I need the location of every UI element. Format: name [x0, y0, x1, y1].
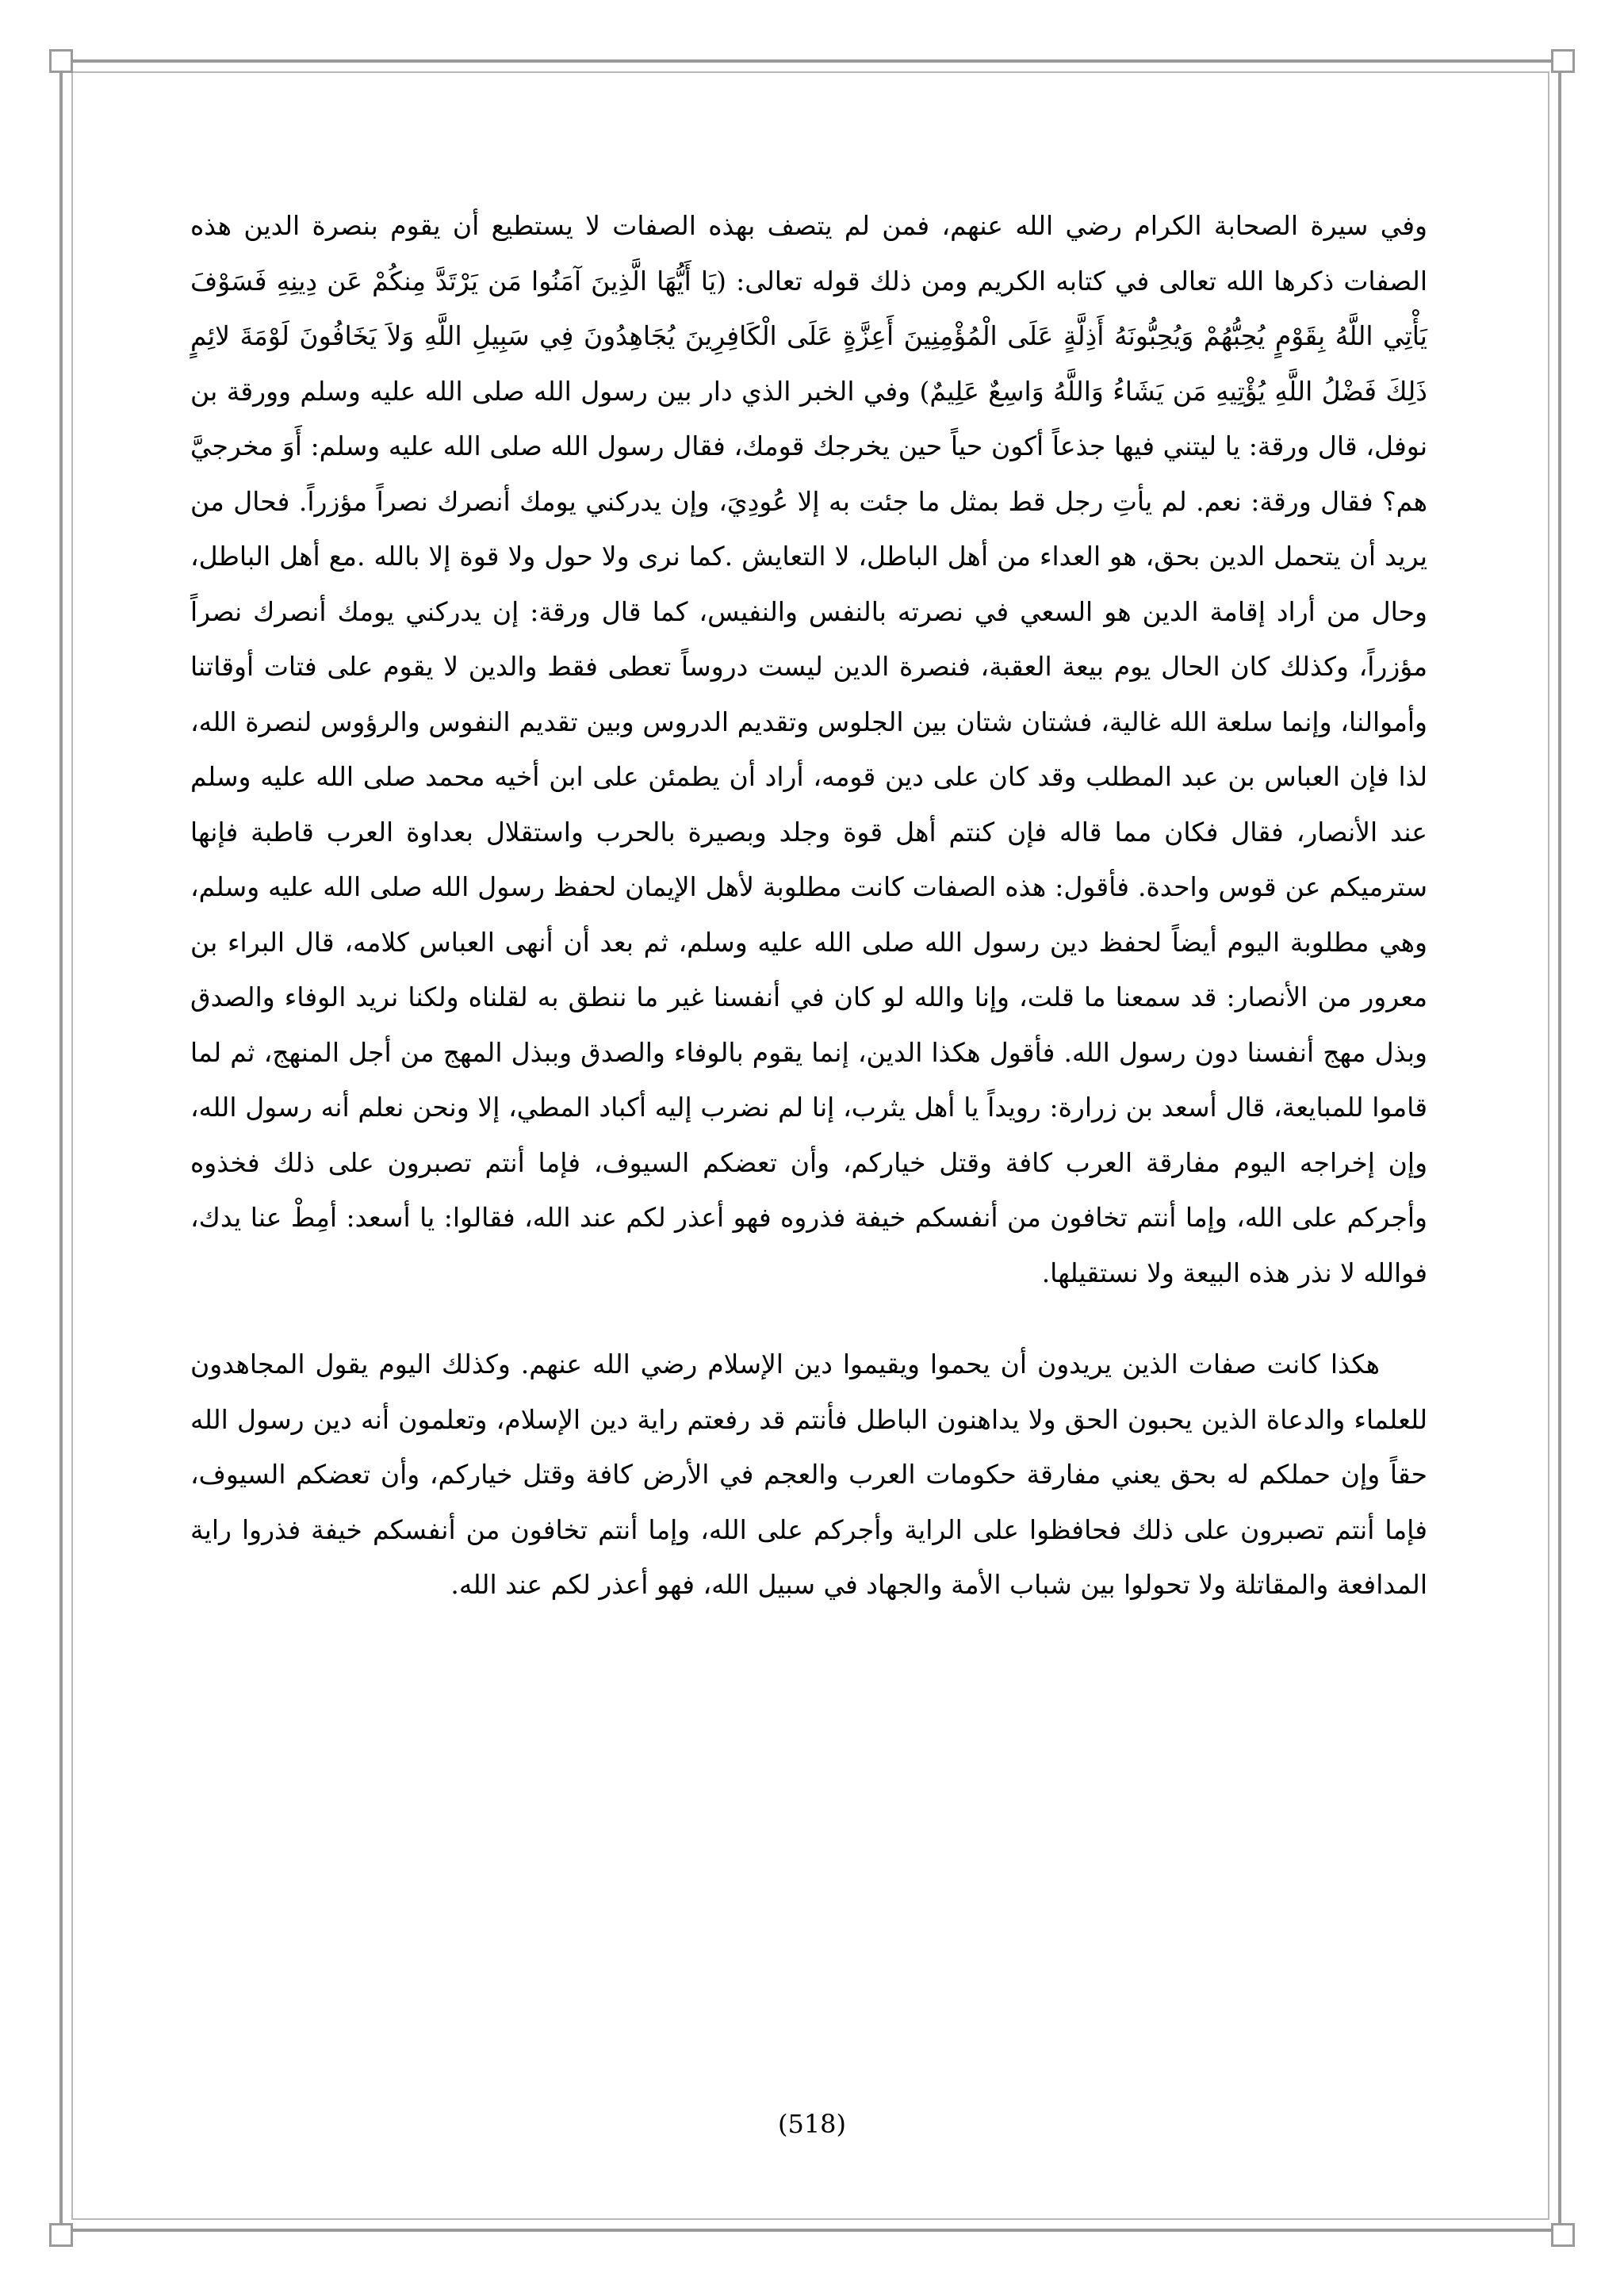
border-corner-ornament — [1551, 49, 1575, 73]
border-corner-ornament — [49, 49, 73, 73]
body-paragraph: وفي سيرة الصحابة الكرام رضي الله عنهم، فمن لم يتصف بهذه الصفات لا يستطيع أن يقوم بنصرة الدين هذه الصفات ذكرها الله تعالى في كتابه الكريم ومن ذلك قوله تعالى: (يَا أَيُّهَا الَّذِينَ آمَنُوا مَن يَرْتَدَّ مِنكُمْ عَن دِينِهِ فَسَوْفَ يَأْتِي اللَّهُ بِقَوْمٍ يُحِبُّهُمْ وَيُحِبُّونَهُ أَذِلَّةٍ عَلَى الْمُؤْمِنِينَ أَعِزَّةٍ عَلَى الْكَافِرِينَ يُجَاهِدُونَ فِي سَبِيلِ اللَّهِ وَلاَ يَخَافُونَ لَوْمَةَ لائِمٍ ذَلِكَ فَضْلُ اللَّهِ يُؤْتِيهِ مَن يَشَاءُ وَاللَّهُ وَاسِعٌ عَلِيمٌ) وفي الخبر الذي دار بين رسول الله صلى الله عليه وسلم وورقة بن نوفل، قال ورقة: يا ليتني فيها جذعاً أكون حياً حين يخرجك قومك، فقال رسول الله صلى الله عليه وسلم: أَوَ مخرجيَّ هم؟ فقال ورقة: نعم. لم يأتِ رجل قط بمثل ما جئت به إلا عُودِيَ، وإن يدركني يومك أنصرك نصراً مؤزراً. فحال من يريد أن يتحمل الدين بحق، هو العداء من أهل الباطل، لا التعايش .كما نرى ولا حول ولا قوة إلا بالله .مع أهل الباطل، وحال من أراد إقامة الدين هو السعي في نصرته بالنفس والنفيس، كما قال ورقة: إن يدركني يومك أنصرك نصراً مؤزراً، وكذلك كان الحال يوم بيعة العقبة، فنصرة الدين ليست دروساً تعطى فقط والدين لا يقوم على فتات أوقاتنا وأموالنا، وإنما سلعة الله غالية، فشتان شتان بين الجلوس وتقديم الدروس وبين تقديم النفوس والرؤوس لنصرة الله، لذا فإن العباس بن عبد المطلب وقد كان على دين قومه، أراد أن يطمئن على ابن أخيه محمد صلى الله عليه وسلم عند الأنصار، فقال فكان مما قاله فإن كنتم أهل قوة وجلد وبصيرة بالحرب واستقلال بعداوة العرب قاطبة فإنها سترميكم عن قوس واحدة. فأقول: هذه الصفات كانت مطلوبة لأهل الإيمان لحفظ رسول الله صلى الله عليه وسلم، وهي مطلوبة اليوم أيضاً لحفظ دين رسول الله صلى الله عليه وسلم، ثم بعد أن أنهى العباس كلامه، قال البراء بن معرور من الأنصار: قد سمعنا ما قلت، وإنا والله لو كان في أنفسنا غير ما ننطق به لقلناه ولكنا نريد الوفاء والصدق وبذل مهج أنفسنا دون رسول الله. فأقول هكذا الدين، إنما يقوم بالوفاء والصدق وببذل المهج من أجل المنهج، ثم لما قاموا للمبايعة، قال أسعد بن زرارة: رويداً يا أهل يثرب، إنا لم نضرب إليه أكباد المطي، إلا ونحن نعلم أنه رسول الله، وإن إخراجه اليوم مفارقة العرب كافة وقتل خياركم، وأن تعضكم السيوف، فإما أنتم تصبرون على ذلك فخذوه وأجركم على الله، وإما أنتم تخافون من أنفسكم خيفة فذروه فهو أعذر لكم عند الله، فقالوا: يا أسعد: أمِطْ عنا يدك، فوالله لا نذر هذه البيعة ولا نستقيلها. — [190, 210, 1427, 1288]
border-corner-ornament — [49, 2223, 73, 2247]
border-corner-ornament — [1551, 2223, 1575, 2247]
page-body — [190, 198, 1427, 1613]
body-paragraph: هكذا كانت صفات الذين يريدون أن يحموا ويقيموا دين الإسلام رضي الله عنهم. وكذلك اليوم يقول المجاهدون للعلماء والدعاة الذين يحبون الحق ولا يداهنون الباطل فأنتم قد رفعتم راية دين الإسلام، وتعلمون أنه دين رسول الله حقاً وإن حملكم له بحق يعني مفارقة حكومات العرب والعجم في الأرض كافة وقتل خياركم، وأن تعضكم السيوف، فإما أنتم تصبرون على ذلك فحافظوا على الراية وأجركم على الله، وإما أنتم تخافون من أنفسكم خيفة فذروا راية المدافعة والمقاتلة ولا تحولوا بين شباب الأمة والجهاد في سبيل الله، فهو أعذر لكم عند الله. — [190, 1349, 1427, 1600]
page-number: (518) — [777, 2109, 847, 2139]
